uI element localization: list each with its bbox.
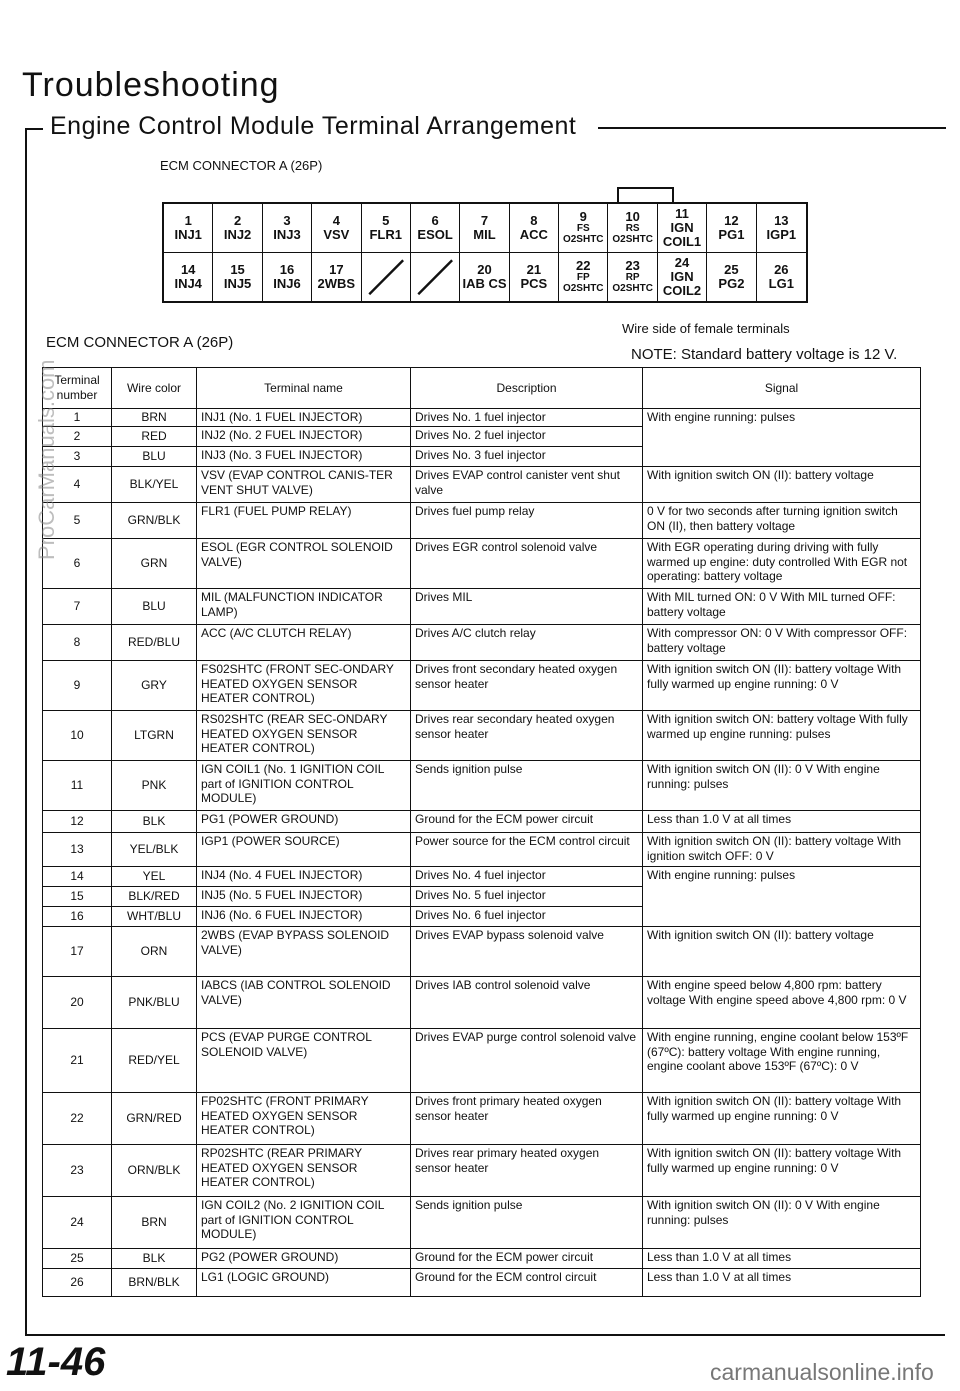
terminal-pin-label: PCS [520, 275, 548, 291]
connector-terminal [608, 253, 657, 302]
wire-color-cell: BLU [112, 589, 197, 625]
connector-terminal [559, 253, 608, 302]
table-row [43, 589, 921, 625]
terminal-pin-label: RS O2SHTC [612, 223, 653, 245]
signal-cell: With engine running: pulses [643, 867, 921, 927]
terminal-number-cell: 25 [43, 1249, 112, 1269]
wire-color-cell: YEL/BLK [112, 833, 197, 867]
terminal-pin-number: 22 [576, 258, 591, 274]
terminal-number-cell: 12 [43, 811, 112, 833]
terminal-number-cell: 23 [43, 1145, 112, 1197]
terminal-pin-label: FLR1 [369, 226, 402, 242]
connector-terminal [164, 204, 213, 253]
terminal-number-cell: 6 [43, 539, 112, 589]
terminal-pin-number: 25 [724, 262, 739, 278]
terminal-name-cell: INJ4 (No. 4 FUEL INJECTOR) [197, 867, 411, 887]
empty-slot-slash [362, 253, 410, 302]
terminal-pin-number: 2 [233, 213, 242, 229]
table-row [43, 1093, 921, 1145]
connector-terminal [312, 253, 361, 302]
terminal-pin-label: LG1 [768, 275, 794, 291]
terminal-number-cell: 5 [43, 503, 112, 539]
description-cell: Ground for the ECM power circuit [411, 1249, 643, 1269]
connector-terminal [213, 253, 262, 302]
terminal-pin-number: 20 [477, 262, 492, 278]
table-row [43, 761, 921, 811]
connector-terminal [559, 204, 608, 253]
terminal-pin-label: INJ6 [273, 275, 301, 291]
wire-color-cell: PNK [112, 761, 197, 811]
wire-color-cell: GRN [112, 539, 197, 589]
table-row [43, 811, 921, 833]
terminal-name-cell: ESOL (EGR CONTROL SOLENOID VALVE) [197, 539, 411, 589]
table-row [43, 711, 921, 761]
signal-cell: With compressor ON: 0 V With compressor OFF: battery voltage [643, 625, 921, 661]
page-title: Troubleshooting [22, 66, 280, 104]
connector-terminal [164, 253, 213, 302]
header-signal: Signal [643, 368, 921, 409]
wire-color-cell: BLK/YEL [112, 467, 197, 503]
connector-diagram-label: ECM CONNECTOR A (26P) [160, 158, 323, 173]
header-terminal-number: Terminal number [43, 368, 112, 409]
terminal-number-cell: 16 [43, 907, 112, 927]
connector-terminal [362, 204, 411, 253]
terminal-pin-label: IGP1 [766, 226, 797, 242]
signal-cell: With ignition switch ON (II): battery voltage [643, 467, 921, 503]
footer-source: carmanualsonline.info [710, 1359, 934, 1385]
section-subtitle: Engine Control Module Terminal Arrangement [50, 112, 577, 140]
wire-color-cell: BRN/BLK [112, 1269, 197, 1297]
wire-color-cell: BLK [112, 1249, 197, 1269]
table-row [43, 977, 921, 1029]
terminal-name-cell: IGN COIL1 (No. 1 IGNITION COIL part of IGNITION CONTROL MODULE) [197, 761, 411, 811]
table-row [43, 867, 921, 887]
table-row [43, 661, 921, 711]
terminal-pin-number: 15 [230, 262, 245, 278]
description-cell: Drives front primary heated oxygen sensor heater [411, 1093, 643, 1145]
watermark: ProCarManuals.com [34, 359, 59, 560]
signal-cell: Less than 1.0 V at all times [643, 1249, 921, 1269]
terminal-name-cell: VSV (EVAP CONTROL CANIS-TER VENT SHUT VALVE) [197, 467, 411, 503]
terminal-number-cell: 13 [43, 833, 112, 867]
terminal-pin-label: FS O2SHTC [562, 223, 604, 245]
signal-cell: 0 V for two seconds after turning ignition switch ON (II), then battery voltage [643, 503, 921, 539]
signal-cell: With ignition switch ON (II): battery voltage [643, 927, 921, 977]
signal-cell: With ignition switch ON (II): battery voltage With fully warmed up engine running: 0 V [643, 1093, 921, 1145]
terminal-name-cell: RS02SHTC (REAR SEC-ONDARY HEATED OXYGEN SENSOR HEATER CONTROL) [197, 711, 411, 761]
wire-side-caption: Wire side of female terminals [622, 321, 790, 336]
terminal-pin-label: INJ5 [223, 275, 252, 291]
terminal-name-cell: MIL (MALFUNCTION INDICATOR LAMP) [197, 589, 411, 625]
table-body [43, 409, 921, 1297]
terminal-pin-label: IGN COIL1 [662, 219, 702, 249]
connector-terminal-empty [362, 253, 411, 302]
description-cell: Sends ignition pulse [411, 1197, 643, 1249]
empty-slot-slash [411, 253, 459, 302]
connector-terminal [608, 204, 657, 253]
connector-terminal [757, 253, 806, 302]
signal-cell: With ignition switch ON (II): battery voltage With fully warmed up engine running: 0 V [643, 1145, 921, 1197]
terminal-number-cell: 20 [43, 977, 112, 1029]
terminal-name-cell: FLR1 (FUEL PUMP RELAY) [197, 503, 411, 539]
description-cell: Drives fuel pump relay [411, 503, 643, 539]
terminal-pin-label: RP O2SHTC [612, 272, 653, 294]
connector-terminal [411, 204, 460, 253]
wire-color-cell: GRN/RED [112, 1093, 197, 1145]
terminal-number-cell: 4 [43, 467, 112, 503]
terminal-pin-number: 12 [724, 213, 739, 229]
description-cell: Ground for the ECM control circuit [411, 1269, 643, 1297]
terminal-pin-label: INJ1 [174, 226, 202, 242]
signal-cell: With ignition switch ON (II): 0 V With engine running: pulses [643, 1197, 921, 1249]
terminal-name-cell: INJ3 (No. 3 FUEL INJECTOR) [197, 447, 411, 467]
terminal-pin-number: 3 [283, 213, 291, 229]
terminal-name-cell: INJ2 (No. 2 FUEL INJECTOR) [197, 427, 411, 447]
description-cell: Drives EGR control solenoid valve [411, 539, 643, 589]
connector-terminal [658, 204, 707, 253]
signal-cell: Less than 1.0 V at all times [643, 811, 921, 833]
terminal-pin-label: INJ3 [273, 226, 301, 242]
wire-color-cell: ORN/BLK [112, 1145, 197, 1197]
connector-terminal [757, 204, 806, 253]
terminal-pin-label: 2WBS [317, 275, 356, 291]
terminal-number-cell: 10 [43, 711, 112, 761]
wire-color-cell: GRN/BLK [112, 503, 197, 539]
terminal-number-cell: 2 [43, 427, 112, 447]
table-row [43, 1029, 921, 1093]
terminal-pin-number: 10 [625, 209, 640, 225]
description-cell: Power source for the ECM control circuit [411, 833, 643, 867]
terminal-pin-number: 7 [480, 213, 489, 229]
description-cell: Drives No. 3 fuel injector [411, 447, 643, 467]
terminal-pin-number: 4 [332, 213, 340, 229]
wire-color-cell: BLK/RED [112, 887, 197, 907]
terminal-name-cell: INJ5 (No. 5 FUEL INJECTOR) [197, 887, 411, 907]
signal-cell: With ignition switch ON: battery voltage With fully warmed up engine running: pulses [643, 711, 921, 761]
table-row [43, 409, 921, 427]
table-row [43, 625, 921, 661]
terminal-number-cell: 24 [43, 1197, 112, 1249]
connector-terminal-empty [411, 253, 460, 302]
terminal-pin-number: 26 [774, 262, 789, 278]
connector-terminal [460, 253, 509, 302]
terminal-number-cell: 17 [43, 927, 112, 977]
connector-terminal [707, 204, 756, 253]
wire-color-cell: RED [112, 427, 197, 447]
terminal-name-cell: PG2 (POWER GROUND) [197, 1249, 411, 1269]
terminal-number-cell: 8 [43, 625, 112, 661]
terminal-pin-number: 23 [625, 258, 640, 274]
wire-color-cell: BLK [112, 811, 197, 833]
wire-color-cell: RED/YEL [112, 1029, 197, 1093]
wire-color-cell: PNK/BLU [112, 977, 197, 1029]
terminal-name-cell: IGP1 (POWER SOURCE) [197, 833, 411, 867]
connector-terminal [510, 204, 559, 253]
terminal-name-cell: FP02SHTC (FRONT PRIMARY HEATED OXYGEN SENSOR HEATER CONTROL) [197, 1093, 411, 1145]
terminal-name-cell: LG1 (LOGIC GROUND) [197, 1269, 411, 1297]
terminal-name-cell: PG1 (POWER GROUND) [197, 811, 411, 833]
terminal-name-cell: INJ6 (No. 6 FUEL INJECTOR) [197, 907, 411, 927]
description-cell: Sends ignition pulse [411, 761, 643, 811]
table-row [43, 467, 921, 503]
terminal-number-cell: 15 [43, 887, 112, 907]
terminal-number-cell: 11 [43, 761, 112, 811]
terminal-pin-number: 13 [774, 213, 789, 229]
table-row [43, 1145, 921, 1197]
connector-terminal-grid [162, 202, 808, 303]
terminal-name-cell: PCS (EVAP PURGE CONTROL SOLENOID VALVE) [197, 1029, 411, 1093]
frame-line-left [25, 128, 27, 1336]
terminal-pin-label: VSV [323, 226, 350, 242]
terminal-name-cell: ACC (A/C CLUTCH RELAY) [197, 625, 411, 661]
terminal-pin-label: PG1 [718, 226, 745, 242]
terminal-pin-number: 21 [526, 262, 542, 278]
table-row [43, 539, 921, 589]
terminal-number-cell: 14 [43, 867, 112, 887]
wire-color-cell: LTGRN [112, 711, 197, 761]
signal-cell: With ignition switch ON (II): battery voltage With fully warmed up engine running: 0 V [643, 661, 921, 711]
terminal-name-cell: 2WBS (EVAP BYPASS SOLENOID VALVE) [197, 927, 411, 977]
description-cell: Drives No. 1 fuel injector [411, 409, 643, 427]
terminal-pin-number: 9 [579, 209, 587, 225]
connector-terminal [263, 253, 312, 302]
header-description: Description [411, 368, 643, 409]
description-cell: Drives EVAP bypass solenoid valve [411, 927, 643, 977]
terminal-name-cell: INJ1 (No. 1 FUEL INJECTOR) [197, 409, 411, 427]
terminal-pin-number: 1 [184, 213, 192, 229]
description-cell: Drives EVAP purge control solenoid valve [411, 1029, 643, 1093]
terminal-pin-label: PG2 [718, 275, 745, 291]
table-row [43, 1269, 921, 1297]
wire-color-cell: BRN [112, 1197, 197, 1249]
frame-line-top-right [598, 127, 946, 129]
signal-cell: With engine running, engine coolant below 153ºF (67ºC): battery voltage With engine running, engine coolant above 153ºF (67ºC): 0 V [643, 1029, 921, 1093]
description-cell: Drives EVAP control canister vent shut valve [411, 467, 643, 503]
wire-color-cell: WHT/BLU [112, 907, 197, 927]
connector-terminal [658, 253, 707, 302]
terminal-number-cell: 21 [43, 1029, 112, 1093]
terminal-pin-number: 5 [382, 213, 390, 229]
terminal-pin-label: INJ4 [174, 275, 202, 291]
table-header-row [43, 368, 921, 409]
wire-color-cell: RED/BLU [112, 625, 197, 661]
description-cell: Drives A/C clutch relay [411, 625, 643, 661]
terminal-pin-label: IGN COIL2 [662, 268, 702, 298]
terminal-number-cell: 1 [43, 409, 112, 427]
terminal-pin-label: FP O2SHTC [562, 272, 604, 294]
table-connector-label: ECM CONNECTOR A (26P) [46, 334, 234, 351]
description-cell: Drives No. 2 fuel injector [411, 427, 643, 447]
table-row [43, 833, 921, 867]
page-number: 11-46 [6, 1340, 106, 1384]
description-cell: Drives rear secondary heated oxygen sensor heater [411, 711, 643, 761]
signal-cell: With EGR operating during driving with fully warmed up engine: duty controlled With EGR not operating: battery voltage [643, 539, 921, 589]
description-cell: Drives No. 5 fuel injector [411, 887, 643, 907]
connector-terminal [263, 204, 312, 253]
terminal-name-cell: RP02SHTC (REAR PRIMARY HEATED OXYGEN SENSOR HEATER CONTROL) [197, 1145, 411, 1197]
frame-line-top-left [25, 128, 43, 130]
frame-line-bottom [25, 1334, 945, 1336]
terminal-pin-number: 24 [674, 255, 690, 271]
signal-cell: With MIL turned ON: 0 V With MIL turned OFF: battery voltage [643, 589, 921, 625]
terminal-pin-label: IAB CS [462, 275, 507, 291]
terminal-pin-label: MIL [473, 226, 496, 242]
connector-terminal [707, 253, 756, 302]
signal-cell: Less than 1.0 V at all times [643, 1269, 921, 1297]
table-row [43, 1197, 921, 1249]
connector-terminal [213, 204, 262, 253]
terminal-pin-label: INJ2 [223, 226, 252, 242]
signal-cell: With engine running: pulses [643, 409, 921, 467]
wire-color-cell: GRY [112, 661, 197, 711]
connector-terminal [510, 253, 559, 302]
terminal-number-cell: 22 [43, 1093, 112, 1145]
header-wire-color: Wire color [112, 368, 197, 409]
terminal-name-cell: IABCS (IAB CONTROL SOLENOID VALVE) [197, 977, 411, 1029]
terminal-number-cell: 9 [43, 661, 112, 711]
connector-diagram [162, 187, 808, 303]
wire-color-cell: YEL [112, 867, 197, 887]
terminal-pin-number: 17 [329, 262, 344, 278]
description-cell: Drives No. 6 fuel injector [411, 907, 643, 927]
table-row [43, 1249, 921, 1269]
description-cell: Drives MIL [411, 589, 643, 625]
battery-voltage-note: NOTE: Standard battery voltage is 12 V. [631, 346, 898, 363]
terminal-pin-number: 8 [530, 213, 538, 229]
terminal-pin-number: 14 [180, 262, 196, 278]
terminal-name-cell: FS02SHTC (FRONT SEC-ONDARY HEATED OXYGEN SENSOR HEATER CONTROL) [197, 661, 411, 711]
signal-cell: With ignition switch ON (II): battery voltage With ignition switch OFF: 0 V [643, 833, 921, 867]
terminal-number-cell: 3 [43, 447, 112, 467]
terminal-number-cell: 26 [43, 1269, 112, 1297]
description-cell: Drives IAB control solenoid valve [411, 977, 643, 1029]
table-row [43, 927, 921, 977]
terminal-number-cell: 7 [43, 589, 112, 625]
description-cell: Drives No. 4 fuel injector [411, 867, 643, 887]
terminal-pin-label: ACC [519, 226, 548, 242]
terminal-name-cell: IGN COIL2 (No. 2 IGNITION COIL part of IGNITION CONTROL MODULE) [197, 1197, 411, 1249]
terminal-table [42, 367, 921, 1297]
terminal-pin-number: 16 [279, 262, 295, 278]
description-cell: Ground for the ECM power circuit [411, 811, 643, 833]
header-terminal-name: Terminal name [197, 368, 411, 409]
signal-cell: With ignition switch ON (II): 0 V With engine running: pulses [643, 761, 921, 811]
connector-terminal [312, 204, 361, 253]
wire-color-cell: BRN [112, 409, 197, 427]
description-cell: Drives rear primary heated oxygen sensor heater [411, 1145, 643, 1197]
table-row [43, 503, 921, 539]
terminal-pin-label: ESOL [417, 226, 453, 242]
terminal-pin-number: 11 [675, 206, 689, 222]
connector-terminal [460, 204, 509, 253]
terminal-pin-number: 6 [431, 213, 439, 229]
signal-cell: With engine speed below 4,800 rpm: battery voltage With engine speed above 4,800 rpm: 0 V [643, 977, 921, 1029]
description-cell: Drives front secondary heated oxygen sensor heater [411, 661, 643, 711]
wire-color-cell: ORN [112, 927, 197, 977]
wire-color-cell: BLU [112, 447, 197, 467]
